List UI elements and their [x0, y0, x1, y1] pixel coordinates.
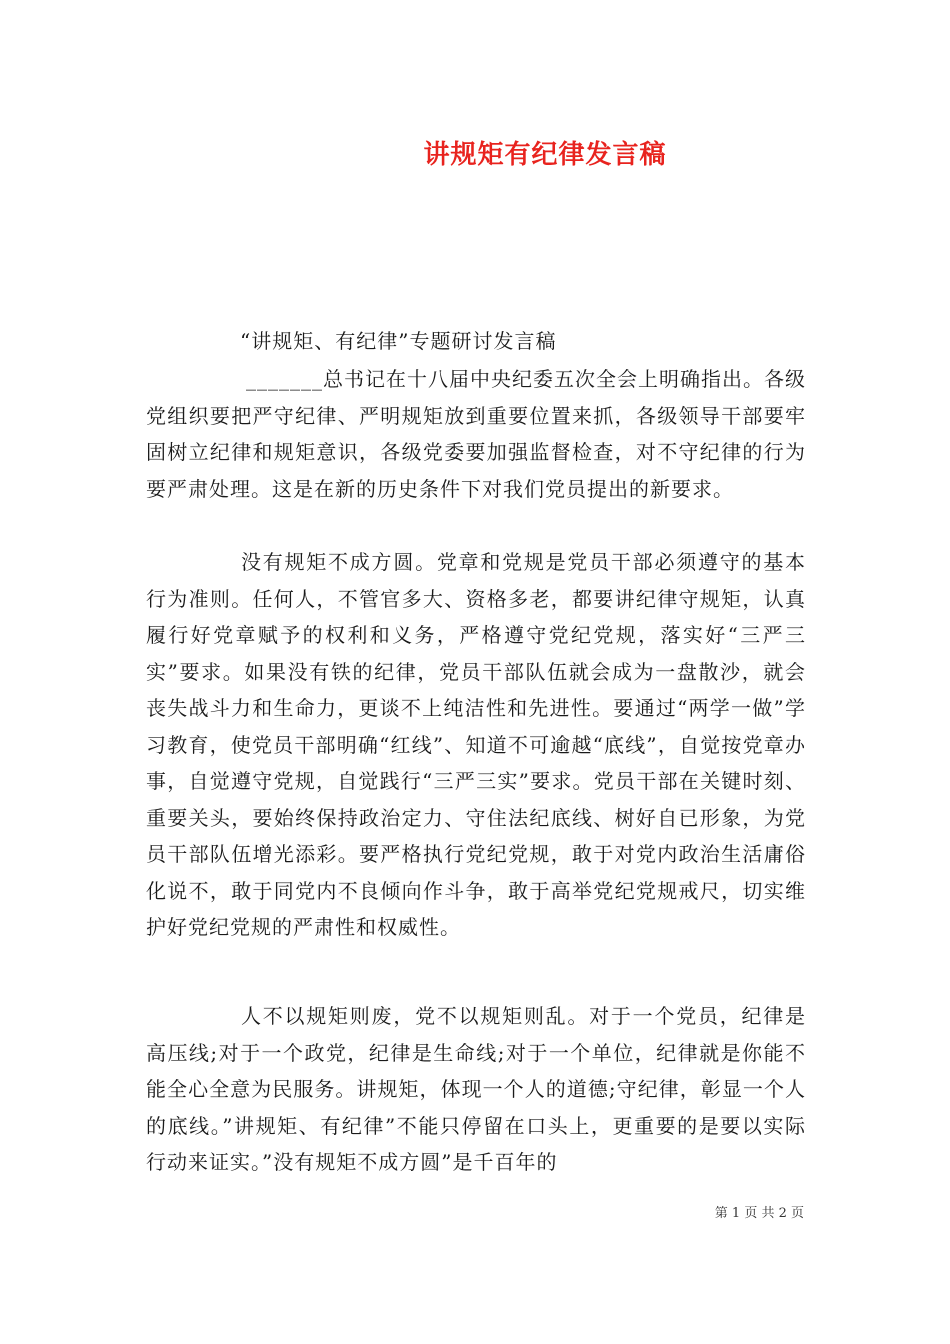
paragraph-2: 没有规矩不成方圆。党章和党规是党员干部必须遵守的基本行为准则。任何人，不管官多大、资格多老，都要讲纪律守规矩，认真履行好党章赋予的权利和义务，严格遵守党纪党规，落实好“三严三实”要求。如果没有铁的纪律，党员干部队伍就会成为一盘散沙，就会丧失战斗力和生命力，更谈不上纯洁性和先进性。要通过“两学一做”学习教育，使党员干部明确“红线”、知道不可逾越“底线”，自觉按党章办事，自觉遵守党规，自觉践行“三严三实”要求。党员干部在关键时刻、重要关头，要始终保持政治定力、守住法纪底线、树好自已形象，为党员干部队伍增光添彩。要严格执行党纪党规，敢于对党内政治生活庸俗化说不，敢于同党内不良倾向作斗争，敢于高举党纪党规戒尺，切实维护好党纪党规的严肃性和权威性。: [146, 550, 806, 939]
page-title: 讲规矩有纪律发言稿: [423, 140, 667, 170]
paragraph-1: _______总书记在十八届中央纪委五次全会上明确指出。各级党组织要把严守纪律、严明规矩放到重要位置来抓，各级领导干部要牢固树立纪律和规矩意识，各级党委要加强监督检查，对不守纪律的行为要严肃处理。这是在新的历史条件下对我们党员提出的新要求。: [146, 367, 806, 501]
page-number-footer: 第 1 页 共 2 页: [714, 1206, 804, 1221]
document-subtitle: “讲规矩、有纪律”专题研讨发言稿: [240, 329, 557, 353]
paragraph-3: 人不以规矩则废，党不以规矩则乱。对于一个党员，纪律是高压线;对于一个政党，纪律是生命线;对于一个单位，纪律就是你能不能全心全意为民服务。讲规矩，体现一个人的道德;守纪律，彰显一个人的底线。”讲规矩、有纪律”不能只停留在口头上，更重要的是要以实际行动来证实。”没有规矩不成方圆”是千百年的: [146, 1004, 806, 1174]
